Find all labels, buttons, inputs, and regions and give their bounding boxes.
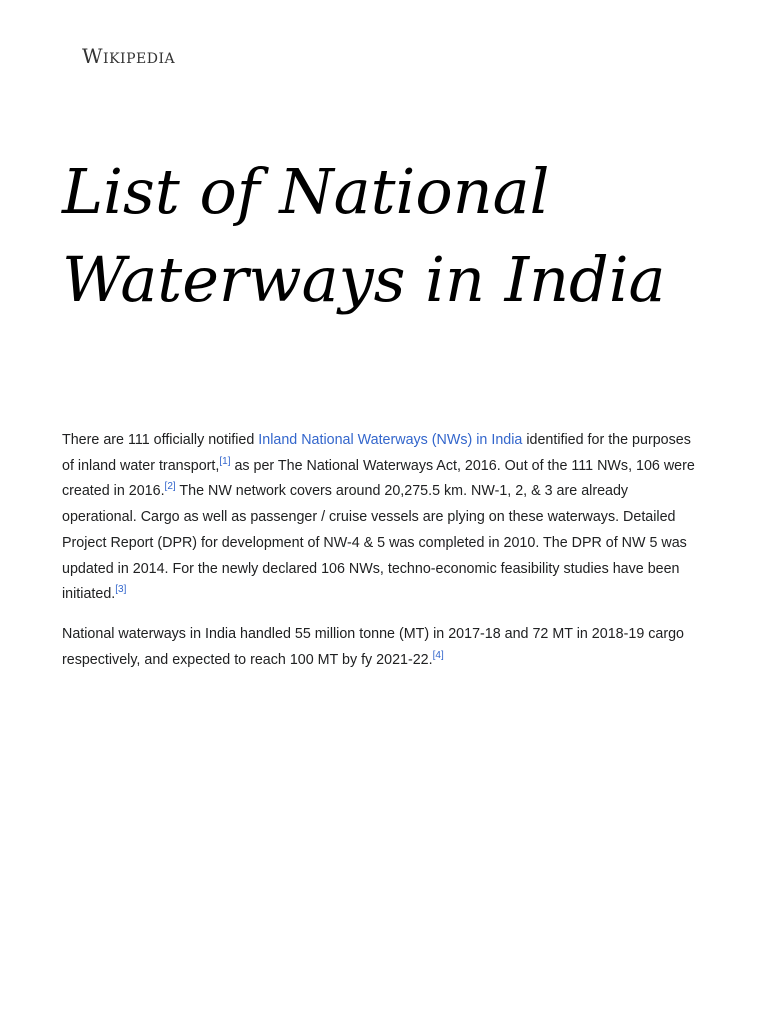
page-title: List of National Waterways in India	[62, 155, 666, 316]
reference-1	[219, 456, 230, 467]
reference-2-link[interactable]: [2]	[164, 481, 176, 493]
wikipedia-logo[interactable]: Wikipedia	[82, 44, 176, 68]
reference-4	[433, 650, 444, 661]
reference-3-link[interactable]: [3]	[115, 584, 127, 596]
text-segment: as per The National Waterways Act, 2016. Out of the 111 NWs, 106 were created in 2016.	[62, 457, 695, 500]
reference-4-link[interactable]: [4]	[432, 649, 444, 661]
reference-3	[115, 584, 126, 595]
paragraph-intro	[62, 428, 702, 608]
text-segment: The NW network covers around 20,275.5 km. NW-1, 2, & 3 are already operational. Cargo as well as passenger / cruise vessels are plying on these waterways. Detailed Project Report (DPR) for development of NW-4 & 5 was completed in 2010. The DPR of NW 5 was updated in 2014. For the newly declared 106 NWs, techno-economic feasibility studies have been initiated.	[62, 483, 687, 603]
reference-2	[165, 482, 176, 493]
article-body	[62, 428, 702, 687]
reference-1-link[interactable]: [1]	[219, 455, 231, 467]
text-segment: There are 111 officially notified	[62, 432, 259, 448]
inland-waterways-link[interactable]: Inland National Waterways (NWs) in India	[258, 432, 523, 448]
text-segment: National waterways in India handled 55 million tonne (MT) in 2017-18 and 72 MT in 2018-19 cargo respectively, and expected to reach 100 MT by fy 2021-22.	[62, 625, 685, 668]
paragraph-cargo	[62, 622, 702, 673]
text-segment: identified for the purposes of inland water transport,	[62, 432, 691, 474]
